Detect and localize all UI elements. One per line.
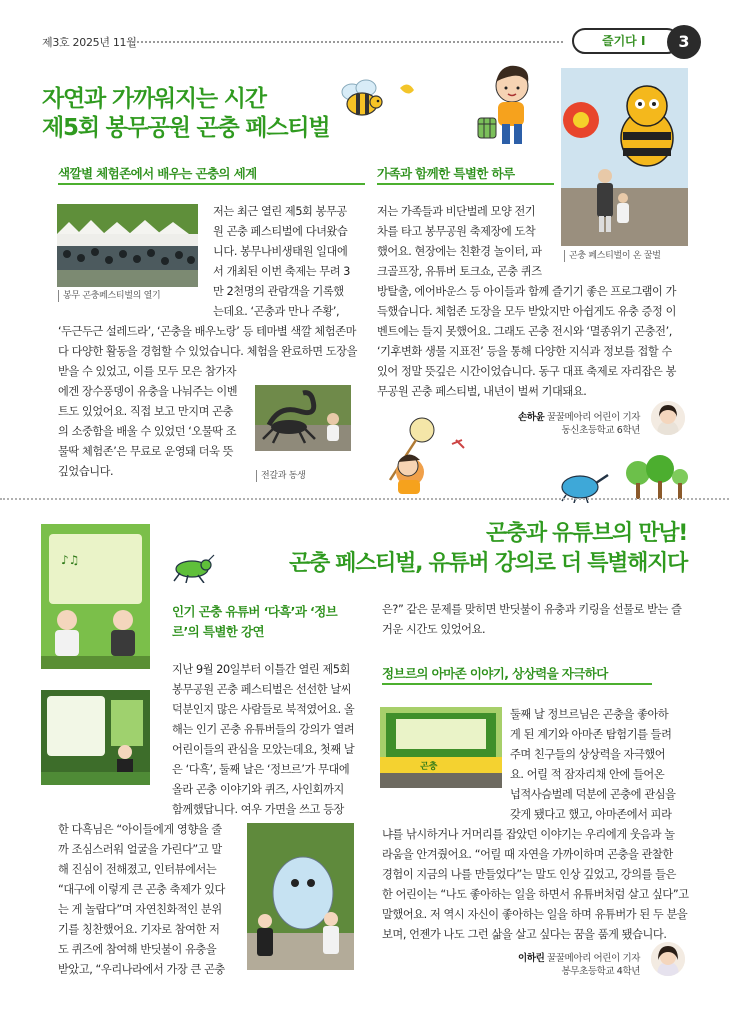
reporter2-school: 봉무초등학교 4학년 bbox=[561, 966, 640, 977]
article1-title-line1: 자연과 가까워지는 시간 bbox=[42, 86, 266, 112]
article2-title-line2: 곤충 페스티벌, 유튜버 강의로 더 특별해지다 bbox=[289, 551, 687, 576]
scorpion-statue-photo bbox=[255, 385, 351, 451]
article-separator bbox=[0, 498, 729, 500]
reporter1-role: 꿀꿀메아리 어린이 기자 bbox=[546, 412, 640, 423]
child-with-net-illustration bbox=[372, 410, 482, 502]
article1-left-text-wrap2: 에겐 장수풍뎅이 유충을 나눠주는 이벤 트도 있었어요. 직접 보고 만지며 곤충 의 소중함을 배울 수 있었던 ‘오물딱 조 물딱 체험존’은 무료로 운영돼 더욱 뜻 깊었습니다. bbox=[58, 385, 238, 478]
article1-title-line2: 제5회 봉무공원 곤충 페스티벌 bbox=[42, 115, 330, 141]
youtuber-stage-photo bbox=[41, 524, 150, 669]
grasshopper-illustration bbox=[172, 553, 216, 583]
article2-right-text-wrap: 둘째 날 정브르님은 곤충을 좋아하 게 된 계기와 아마존 탐험기를 들려 주며 친구들의 상상력을 자극했어 요. 어릴 적 잠자리채 안에 들어온 넙적사슴벌레 덕분에 곤충에 관심을 갖게 됐다고 했고, 아마존에서 피라 bbox=[510, 708, 676, 821]
reporter2-avatar bbox=[651, 942, 685, 976]
article1-left-text-wrap: 저는 최근 열린 제5회 봉무공 원 곤충 페스티벌에 다녀왔습 니다. 봉무나비생태원 일대에 서 개최된 이번 축제는 무려 3 만 2천명의 관람객을 기록했 는데요. ‘곤충과 만나 주황’, bbox=[213, 205, 350, 318]
page-number: 3 bbox=[667, 25, 701, 59]
reporter2-role: 꿀꿀메아리 어린이 기자 bbox=[546, 953, 640, 964]
jungbrr-stage-photo bbox=[380, 707, 502, 788]
reporter1-avatar bbox=[651, 401, 685, 435]
lecture-stage-photo bbox=[41, 690, 150, 785]
article2-left-text-col: 지난 9월 20일부터 이틀간 열린 제5회 봉무공원 곤충 페스티벌은 선선한 날씨 덕분인지 많은 사람들로 북적였어요. 올 해는 인기 곤충 유튜버들의 강의가 열려 어린이들의 관심을 모았는데요, 첫째 날 은 ‘다흑’, 둘째 날은 ‘정브르’가 무대에 올라 곤충 이야기와 퀴즈, 사인회까지 함께했답니다. 여우 가면을 쓰고 등장 bbox=[172, 663, 355, 816]
issue-label: 제3호 2025년 11월 bbox=[42, 36, 137, 49]
mascot-children-photo bbox=[247, 823, 354, 970]
subtitle-underline bbox=[382, 683, 652, 685]
reporter1-credit bbox=[470, 411, 640, 437]
photo2-caption: 전갈과 동생 bbox=[256, 470, 306, 482]
beetle-trees-illustration bbox=[556, 455, 688, 503]
reporter1-school: 동신초등학교 6학년 bbox=[561, 425, 640, 436]
article2-right-text-top: 은?” 같은 문제를 맞히면 반딧불이 유충과 키링을 선물로 받는 즐 거운 시간도 있었어요. bbox=[382, 603, 682, 636]
festival-crowd-photo bbox=[57, 204, 198, 287]
svg-text:곤충: 곤충 bbox=[420, 762, 438, 772]
subtitle-underline bbox=[377, 183, 554, 185]
bee-mascot-photo bbox=[561, 68, 688, 246]
svg-text:♪♫: ♪♫ bbox=[61, 553, 80, 567]
article2-title-line1: 곤충과 유튜브의 만남! bbox=[485, 521, 687, 546]
reporter2-name: 이하린 bbox=[518, 953, 545, 964]
article1-right-text-full: 방탈출, 에어바운스 등 아이들과 함께 즐기기 좋은 프로그램이 가 득했습니다. 체험존 도장을 모두 받았지만 아쉽게도 유충 증정 이 벤트에는 들지 못했어요. 그래도 곤충 전시와 ‘멸종위기 곤충전’, ‘기후변화 생물 지표전’ 등을 통해 다양한 지식과 정보를 접할 수 있어 정말 뜻깊은 시간이었습니다. 동구 대표 축제로 자리잡은 봉 무공원 곤충 페스티벌, 내년이 벌써 기대돼요. bbox=[377, 285, 676, 398]
header-divider bbox=[133, 41, 563, 43]
article1-right-text-wrap: 저는 가족들과 비단벌레 모양 전기 차를 타고 봉무공원 축제장에 도착 했어요. 현장에는 친환경 놀이터, 파 크골프장, 유튜버 토크쇼, 곤충 퀴즈 bbox=[377, 205, 542, 278]
photo3-caption: 곤충 페스티벌이 온 꿀벌 bbox=[564, 250, 661, 262]
article2-left-subtitle: 인기 곤충 유튜버 ‘다흑’과 ‘정브 르’의 특별한 강연 bbox=[172, 604, 338, 639]
article2-right-subtitle: 정브르의 아마존 이야기, 상상력을 자극하다 bbox=[382, 666, 608, 681]
section-badge: 즐기다 I bbox=[572, 28, 680, 54]
subtitle-underline bbox=[58, 183, 365, 185]
article1-right-subtitle: 가족과 함께한 특별한 하루 bbox=[377, 166, 515, 181]
reporter2-credit bbox=[470, 952, 640, 978]
bee-illustration bbox=[338, 78, 418, 122]
article2-right-text-full: 냐를 낚시하거나 거머리를 잡았던 이야기는 우리에게 웃음과 놀 라움을 안겨줬어요. “어릴 때 자연을 가까이하며 곤충을 관찰한 경험이 지금의 나를 만들었다”는 말도 인상 깊었고, 강의를 들은 한 어린이는 “나도 좋아하는 일을 하면서 유튜버처럼 살고 싶다”고 말했어요. 저 역시 자신이 좋아하는 일을 하며 유튜버가 된 두 분을 보며, 언젠가 나도 그런 삶을 살고 싶다는 꿈을 품게 됐습니다. bbox=[382, 828, 689, 941]
article1-left-subtitle: 색깔별 체험존에서 배우는 곤충의 세계 bbox=[58, 166, 257, 181]
article1-left-text-full: ‘두근두근 설레드라’, ‘곤충을 배우노랑’ 등 테마별 색깔 체험존마 다 다양한 활동을 경험할 수 있었습니다. 체험을 완료하면 도장을 받을 수 있었고, 이를 모두 모은 참가자 bbox=[58, 325, 357, 378]
article2-left-text-wrap: 한 다흑님은 “아이들에게 영향을 줄 까 조심스러워 얼굴을 가린다”고 말 해 진심이 전해졌고, 인터뷰에서는 “대구에 이렇게 큰 곤충 축제가 있다 는 게 놀랍다”며 자연친화적인 분위 기를 칭찬했어요. 기자로 참여한 저 도 퀴즈에 참여해 반딧불이 유충을 받았고, “우리나라에서 가장 큰 곤충 bbox=[58, 823, 225, 976]
boy-illustration bbox=[468, 62, 548, 154]
photo1-caption: 봉무 곤충페스티벌의 열기 bbox=[58, 290, 160, 302]
reporter1-name: 손하윤 bbox=[518, 412, 545, 423]
